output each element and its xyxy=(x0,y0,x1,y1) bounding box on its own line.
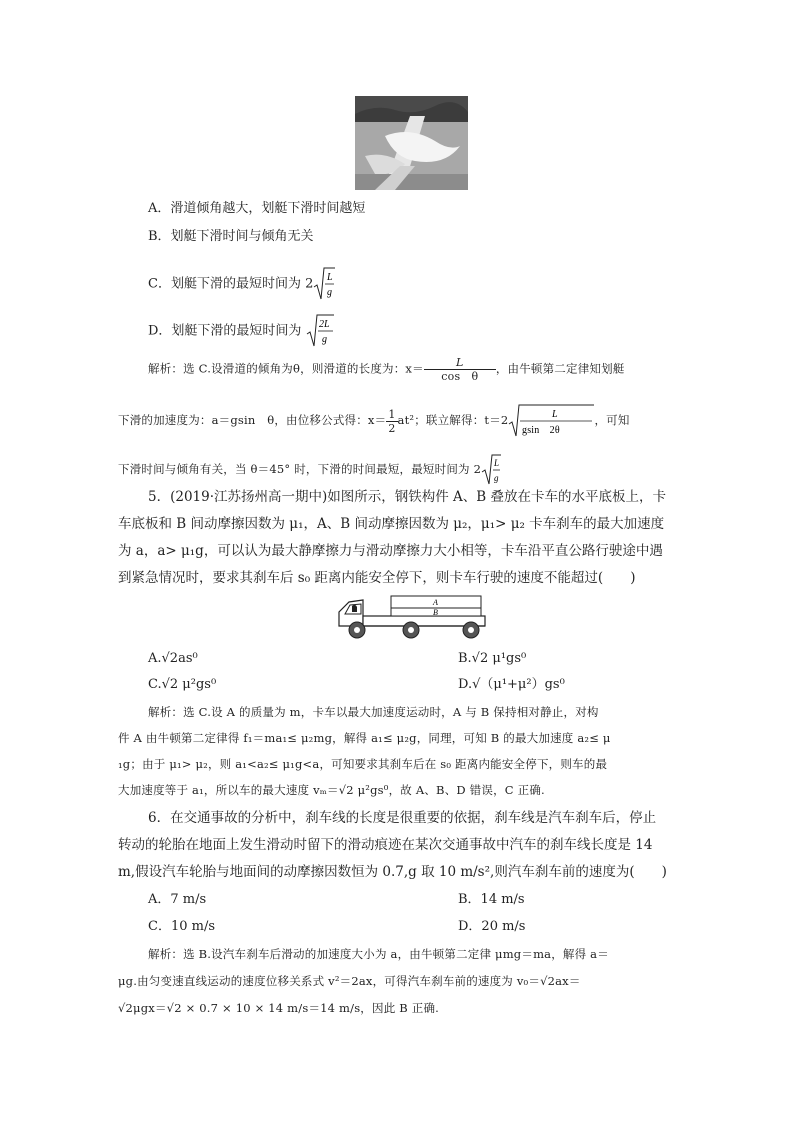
q6-option-c: C．10 m/s xyxy=(148,919,215,934)
sqrt-formula-sol xyxy=(508,402,594,440)
sol5-line1: 解析：选 C.设 A 的质量为 m，卡车以最大加速度运动时，A 与 B 保持相对静止，对构 xyxy=(148,705,599,719)
solution-q4-line2 xyxy=(118,402,630,440)
label-a: A xyxy=(433,598,438,607)
sol4-l2c: ，可知 xyxy=(594,413,630,427)
q5-option-a: A.√2as⁰ xyxy=(148,651,198,666)
q5-option-d: D.√（μ¹+μ²）gs⁰ xyxy=(458,677,565,692)
svg-text:g: g xyxy=(327,287,333,298)
svg-text:L: L xyxy=(494,458,500,468)
option-a: A．滑道倾角越大，划艇下滑时间越短 xyxy=(148,201,366,216)
sqrt-formula xyxy=(313,265,335,303)
svg-text:L: L xyxy=(552,409,559,420)
q5-option-c: C.√2 μ²gs⁰ xyxy=(148,677,217,692)
q6-line1: 6．在交通事故的分析中，刹车线的长度是很重要的依据，刹车线是汽车刹车后，停止 xyxy=(148,810,657,826)
sol6-line3: √2μgx＝√2 × 0.7 × 10 × 14 m/s＝14 m/s，因此 B 正确. xyxy=(118,1001,440,1015)
q5-line1: 5．(2019·江苏扬州高一期中)如图所示，钢铁构件 A、B 叠放在卡车的水平底板上，卡 xyxy=(148,489,667,505)
frac-den: cos θ xyxy=(441,370,479,383)
half-num: 1 xyxy=(388,407,396,421)
sol4-l2a: 下滑的加速度为：a＝gsin θ，由位移公式得：x＝ xyxy=(118,413,387,427)
option-d xyxy=(148,312,334,350)
q6-line2: 转动的轮胎在地面上发生滑动时留下的滑动痕迹在某次交通事故中汽车的刹车线长度是 14 xyxy=(118,837,653,853)
svg-text:gsin 2θ: gsin 2θ xyxy=(522,425,561,436)
option-d-text: D．划艇下滑的最短时间为 xyxy=(148,323,302,339)
q6-option-b: B．14 m/s xyxy=(458,892,525,907)
sol5-line4: 大加速度等于 a₁，所以车的最大速度 vₘ＝√2 μ²gs⁰，故 A、B、D 错误，C 正确. xyxy=(118,783,545,797)
q5-line2: 车底板和 B 间动摩擦因数为 μ₁，A、B 间动摩擦因数为 μ₂，μ₁> μ₂ 卡车刹车的最大加速度 xyxy=(118,516,665,532)
label-b: B xyxy=(433,608,438,617)
sol4-l1b: ，由牛顿第二定律知划艇 xyxy=(495,361,625,376)
svg-text:g: g xyxy=(494,473,499,483)
option-b: B．划艇下滑时间与倾角无关 xyxy=(148,229,314,244)
sol4-l2b: at²；联立解得：t＝2 xyxy=(397,413,509,427)
q5-option-b: B.√2 μ¹gs⁰ xyxy=(458,651,527,666)
sol5-line3: ₁g；由于 μ₁> μ₂，则 a₁<a₂≤ μ₁g<a，可知要求其刹车后在 s₀ 距离内能安全停下，则车的最 xyxy=(118,757,608,771)
half-den: 2 xyxy=(388,421,396,435)
q5-line3: 为 a，a> μ₁g，可以认为最大静摩擦力与滑动摩擦力大小相等，卡车沿平直公路行驶途中遇 xyxy=(118,543,663,559)
sol6-line2: μg.由匀变速直线运动的速度位移关系式 v²＝2ax，可得汽车刹车前的速度为 v₀＝√2ax＝ xyxy=(118,974,581,988)
frac-num: L xyxy=(424,356,496,370)
svg-text:g: g xyxy=(321,334,327,345)
q6-option-a: A．7 m/s xyxy=(148,892,207,907)
option-c xyxy=(148,265,335,303)
q6-line3: m,假设汽车轮胎与地面间的动摩擦因数恒为 0.7,g 取 10 m/s²,则汽车刹车前的速度为( ) xyxy=(118,864,667,880)
q5-line4: 到紧急情况时，要求其刹车后 s₀ 距离内能安全停下，则卡车行驶的速度不能超过( ) xyxy=(118,570,636,586)
sol5-line2: 件 A 由牛顿第二定律得 f₁＝ma₁≤ μ₂mg，解得 a₁≤ μ₂g，同理，可知 B 的最大加速度 a₂≤ μ xyxy=(118,731,611,745)
sol4-l1a: 解析：选 C.设滑道的倾角为θ，则滑道的长度为：x＝ xyxy=(148,361,424,376)
c-num: L xyxy=(327,272,333,283)
water-slide-photo xyxy=(355,96,468,190)
sqrt-formula-sol2 xyxy=(481,452,501,488)
solution-q4-line1 xyxy=(148,356,625,383)
fraction xyxy=(424,356,496,383)
solution-q4-line3 xyxy=(118,452,501,488)
half-fraction xyxy=(386,408,397,435)
option-c-text: C．划艇下滑的最短时间为 2 xyxy=(148,276,314,292)
truck-diagram xyxy=(333,590,493,648)
sol6-line1: 解析：选 B.设汽车刹车后滑动的加速度大小为 a，由牛顿第二定律 μmg＝ma，解得 a＝ xyxy=(148,947,609,961)
sqrt-formula-d xyxy=(306,312,334,350)
q6-option-d: D．20 m/s xyxy=(458,919,526,934)
sol4-l3a: 下滑时间与倾角有关，当 θ＝45° 时，下滑的时间最短，最短时间为 2 xyxy=(118,462,482,476)
svg-text:2L: 2L xyxy=(318,319,330,330)
